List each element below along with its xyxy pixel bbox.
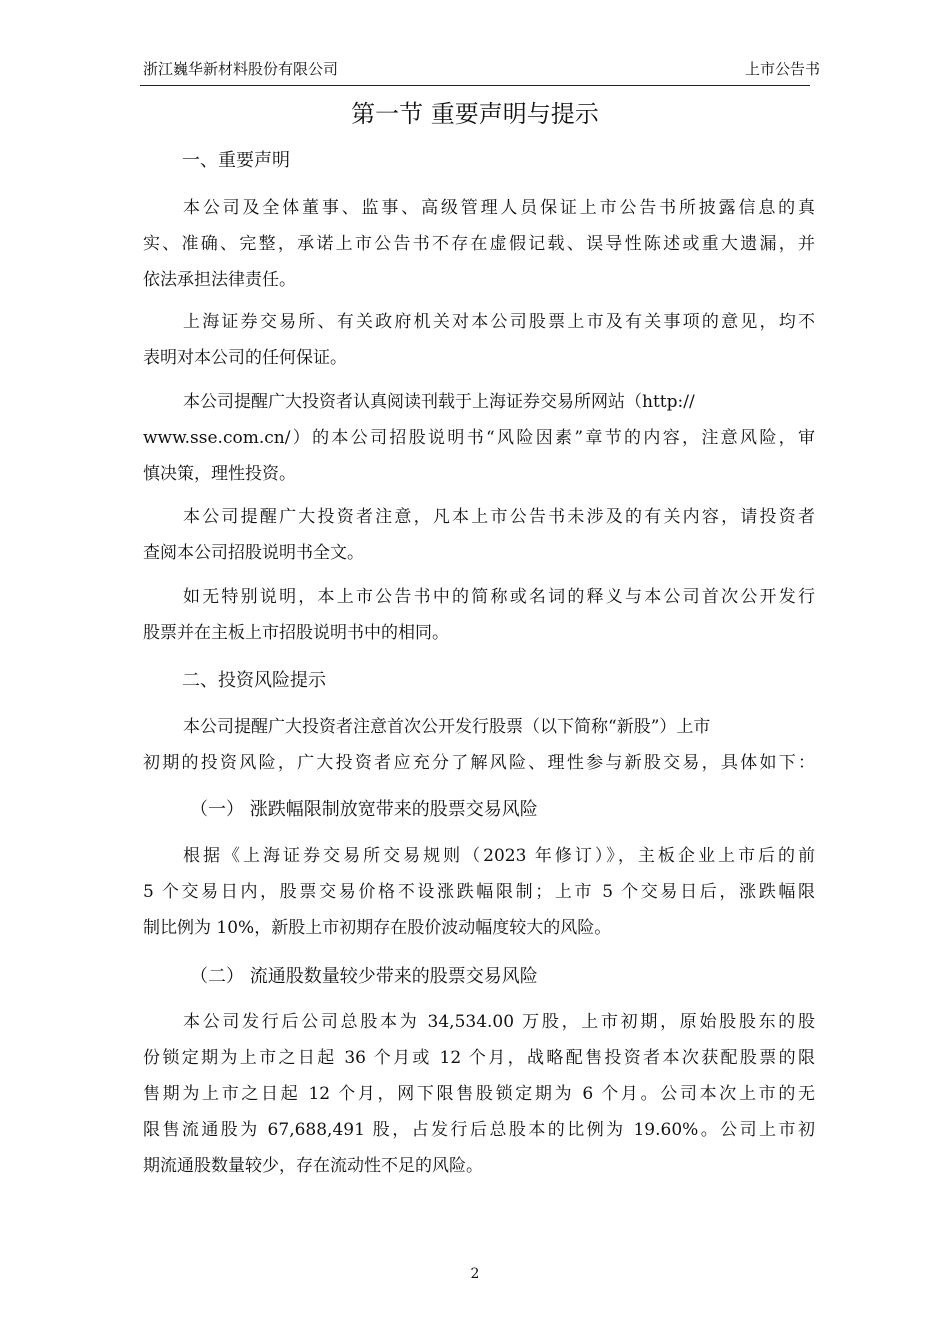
paragraph-statement-5 bbox=[143, 579, 815, 651]
heading-investment-risk: 二、投资风险提示 bbox=[182, 670, 326, 691]
paragraph-price-limit-risk bbox=[143, 838, 815, 946]
text-line: 期流通股数量较少，存在流动性不足的风险。 bbox=[143, 1156, 483, 1176]
header-divider bbox=[140, 85, 810, 86]
subheading-price-limit-risk: （一） 涨跌幅限制放宽带来的股票交易风险 bbox=[190, 799, 538, 820]
header-company-name: 浙江巍华新材料股份有限公司 bbox=[143, 60, 339, 78]
text-line: 表明对本公司的任何保证。 bbox=[143, 348, 347, 368]
text-line: 初期的投资风险，广大投资者应充分了解风险、理性参与新股交易，具体如下： bbox=[143, 753, 815, 773]
text-line: 本公司发行后公司总股本为 34,534.00 万股，上市初期，原始股股东的股 bbox=[183, 1012, 815, 1032]
paragraph-risk-intro bbox=[143, 709, 815, 781]
text-line: 依法承担法律责任。 bbox=[143, 270, 296, 290]
section-title: 第一节 重要声明与提示 bbox=[351, 100, 599, 128]
paragraph-statement-3 bbox=[143, 384, 815, 492]
text-line: 慎决策，理性投资。 bbox=[143, 464, 296, 484]
header-document-type: 上市公告书 bbox=[744, 60, 820, 78]
paragraph-statement-2 bbox=[143, 304, 815, 376]
paragraph-statement-1 bbox=[143, 190, 815, 298]
text-line: 售期为上市之日起 12 个月，网下限售股锁定期为 6 个月。公司本次上市的无 bbox=[143, 1084, 815, 1104]
text-line: 本公司提醒广大投资者注意，凡本上市公告书未涉及的有关内容，请投资者 bbox=[183, 507, 815, 527]
subheading-circulating-shares-risk: （二） 流通股数量较少带来的股票交易风险 bbox=[190, 966, 538, 987]
text-line: 查阅本公司招股说明书全文。 bbox=[143, 543, 364, 563]
text-line: www.sse.com.cn/）的本公司招股说明书“风险因素”章节的内容，注意风险，审 bbox=[143, 428, 815, 448]
text-line: 股票并在主板上市招股说明书中的相同。 bbox=[143, 623, 449, 643]
text-line: 根据《上海证券交易所交易规则（2023 年修订）》，主板企业上市后的前 bbox=[183, 846, 815, 866]
paragraph-circulating-shares-risk bbox=[143, 1004, 815, 1184]
text-line: 份锁定期为上市之日起 36 个月或 12 个月，战略配售投资者本次获配股票的限 bbox=[143, 1048, 815, 1068]
text-line: 本公司及全体董事、监事、高级管理人员保证上市公告书所披露信息的真 bbox=[183, 198, 815, 218]
text-line: 制比例为 10%，新股上市初期存在股价波动幅度较大的风险。 bbox=[143, 918, 612, 938]
text-line: 限售流通股为 67,688,491 股，占发行后总股本的比例为 19.60%。公司上市初 bbox=[143, 1120, 815, 1140]
paragraph-statement-4 bbox=[143, 499, 815, 571]
text-line: 实、准确、完整，承诺上市公告书不存在虚假记载、误导性陈述或重大遗漏，并 bbox=[143, 234, 815, 254]
text-line: 5 个交易日内，股票交易价格不设涨跌幅限制；上市 5 个交易日后，涨跌幅限 bbox=[143, 882, 815, 902]
heading-important-statement: 一、重要声明 bbox=[182, 150, 290, 171]
text-line: 本公司提醒广大投资者注意首次公开发行股票（以下简称“新股”）上市 bbox=[183, 717, 711, 737]
text-line: 上海证券交易所、有关政府机关对本公司股票上市及有关事项的意见，均不 bbox=[183, 312, 815, 332]
page-number: 2 bbox=[470, 1266, 480, 1282]
text-line: 本公司提醒广大投资者认真阅读刊载于上海证券交易所网站（http:// bbox=[183, 392, 695, 412]
text-line: 如无特别说明，本上市公告书中的简称或名词的释义与本公司首次公开发行 bbox=[183, 587, 815, 607]
